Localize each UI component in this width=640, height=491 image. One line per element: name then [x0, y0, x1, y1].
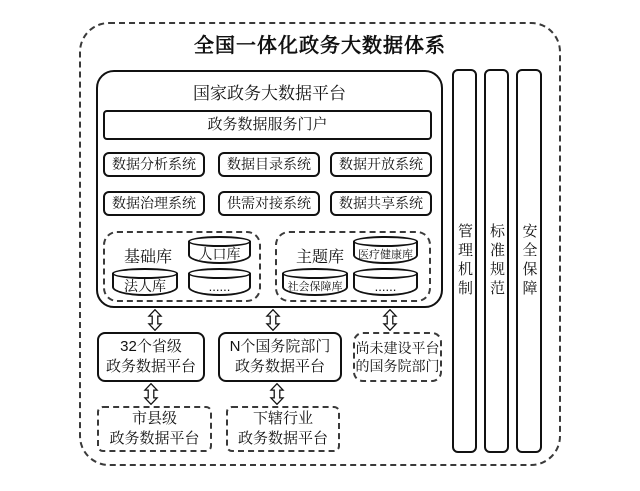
ministry-platform-box	[218, 332, 342, 382]
platform-label-line1: 下辖行业	[252, 409, 313, 427]
platform-label-line2: 政务数据平台	[234, 358, 325, 375]
pillar-security	[516, 69, 542, 453]
theme-library-label: 主题库	[295, 249, 344, 266]
system-box-open: 数据开放系统	[330, 152, 432, 177]
double-arrow-icon	[269, 383, 285, 405]
cylinder-label: 医疗健康库	[358, 249, 413, 261]
no-platform-ministry-box	[353, 332, 442, 382]
social-security-db-cylinder	[282, 268, 348, 296]
pillar-label: 管理机制	[456, 223, 473, 299]
double-arrow-icon	[143, 383, 159, 405]
cylinder-label: ......	[208, 278, 231, 294]
platform-label-line2: 政务数据平台	[105, 358, 196, 375]
pillar-standards	[484, 69, 509, 453]
national-platform-title: 国家政务大数据平台	[193, 84, 346, 103]
system-box-catalog: 数据目录系统	[218, 152, 320, 177]
medical-health-db-cylinder	[353, 236, 418, 264]
population-db-cylinder	[188, 236, 251, 264]
cylinder-label: 人口库	[198, 245, 241, 262]
system-box-governance: 数据治理系统	[103, 191, 205, 216]
industry-platform-box	[226, 406, 340, 452]
pillar-label: 安全保障	[520, 223, 538, 299]
base-more-db-cylinder	[188, 268, 251, 296]
provincial-platform-box	[97, 332, 205, 382]
diagram-title: 全国一体化政务大数据体系	[194, 35, 446, 57]
pillar-management-mechanism	[452, 69, 477, 453]
double-arrow-icon	[265, 309, 281, 331]
platform-label-line1: N个国务院部门	[229, 337, 331, 355]
cylinder-label: ......	[374, 278, 397, 294]
cylinder-label: 法人库	[124, 277, 166, 294]
platform-label-line1: 32个省级	[120, 337, 182, 355]
platform-label-line1: 尚未建设平台	[355, 339, 440, 356]
double-arrow-icon	[382, 309, 398, 331]
platform-label-line2: 政务数据平台	[109, 430, 200, 447]
theme-more-db-cylinder	[353, 268, 418, 296]
double-arrow-icon	[147, 309, 163, 331]
pillar-label: 标准规范	[488, 223, 505, 299]
portal-box: 政务数据服务门户	[103, 110, 432, 140]
platform-label-line1: 市县级	[131, 409, 177, 427]
system-box-analysis: 数据分析系统	[103, 152, 205, 177]
platform-label-line2: 政务数据平台	[237, 430, 328, 447]
base-library-label: 基础库	[123, 249, 172, 266]
cylinder-label: 社会保障库	[287, 281, 343, 293]
city-county-platform-box	[97, 406, 212, 452]
system-box-sharing: 数据共享系统	[330, 191, 432, 216]
platform-label-line2: 的国务院部门	[355, 358, 440, 374]
legal-entity-db-cylinder	[112, 268, 178, 296]
system-box-supply-demand: 供需对接系统	[218, 191, 320, 216]
